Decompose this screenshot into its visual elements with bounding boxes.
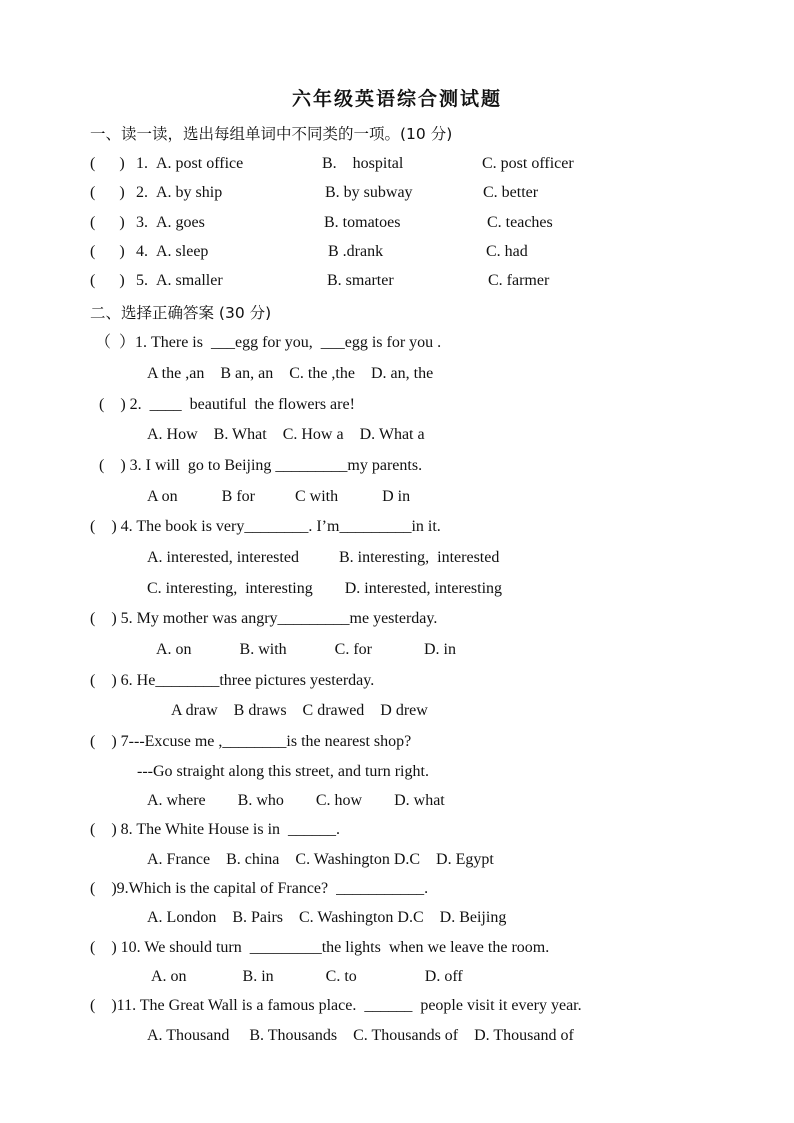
question-line: （ ）1. There is ___egg for you, ___egg is for you . [95,334,442,351]
option-b: B. by subway [325,184,413,201]
item-number: 5. [136,272,148,289]
answer-bracket: ( ) [90,272,125,289]
section-1-heading: 一、读一读，选出每组单词中不同类的一项。(10 分) [90,125,453,143]
options-line: A. Thousand B. Thousands C. Thousands of D. Thousand of [147,1027,574,1044]
option-a: A. sleep [156,243,209,260]
options-line: A. How B. What C. How a D. What a [147,426,425,443]
question-line: ( ) 6. He________three pictures yesterday. [90,672,375,689]
option-c: C. better [483,184,539,201]
options-line: C. interesting, interesting D. interested, interesting [147,580,503,597]
question-line: ( ) 3. I will go to Beijing _________my parents. [99,457,423,474]
option-a: A. by ship [156,184,223,201]
answer-bracket: ( ) [90,184,125,201]
option-c: C. teaches [487,214,553,231]
option-b: B. tomatoes [324,214,401,231]
dialogue-reply: ---Go straight along this street, and turn right. [137,763,429,780]
answer-bracket: ( ) [90,155,125,172]
answer-bracket: ( ) [90,214,125,231]
section-2-heading: 二、选择正确答案 (30 分) [90,304,272,322]
option-b: B. smarter [327,272,394,289]
item-number: 2. [136,184,148,201]
options-line: A the ,an B an, an C. the ,the D. an, the [147,365,434,382]
question-line: ( ) 7---Excuse me ,________is the nearest shop? [90,733,412,750]
item-number: 3. [136,214,148,231]
options-line: A. interested, interested B. interesting, interested [147,549,500,566]
item-number: 1. [136,155,148,172]
question-line: ( ) 4. The book is very________. I’m_________in it. [90,518,441,535]
options-line: A. on B. with C. for D. in [156,641,456,658]
question-line: ( )9.Which is the capital of France? ___________. [90,880,429,897]
option-a: A. post office [156,155,244,172]
options-line: A on B for C with D in [147,488,411,505]
options-line: A. London B. Pairs C. Washington D.C D. Beijing [147,909,507,926]
option-a: A. smaller [156,272,223,289]
question-line: ( ) 8. The White House is in ______. [90,821,341,838]
options-line: A. where B. who C. how D. what [147,792,445,809]
answer-bracket: ( ) [90,243,125,260]
option-b: B .drank [328,243,384,260]
option-b: B. hospital [322,155,404,172]
question-line: ( )11. The Great Wall is a famous place. ______ people visit it every year. [90,997,582,1014]
option-c: C. had [486,243,528,260]
question-line: ( ) 2. ____ beautiful the flowers are! [99,396,355,413]
option-c: C. farmer [488,272,550,289]
page-title: 六年级英语综合测试题 [291,88,502,110]
options-line: A draw B draws C drawed D drew [171,702,428,719]
item-number: 4. [136,243,148,260]
option-c: C. post officer [482,155,574,172]
question-line: ( ) 10. We should turn _________the lights when we leave the room. [90,939,550,956]
options-line: A. France B. china C. Washington D.C D. Egypt [147,851,494,868]
options-line: A. on B. in C. to D. off [151,968,463,985]
question-line: ( ) 5. My mother was angry_________me yesterday. [90,610,438,627]
option-a: A. goes [156,214,205,231]
